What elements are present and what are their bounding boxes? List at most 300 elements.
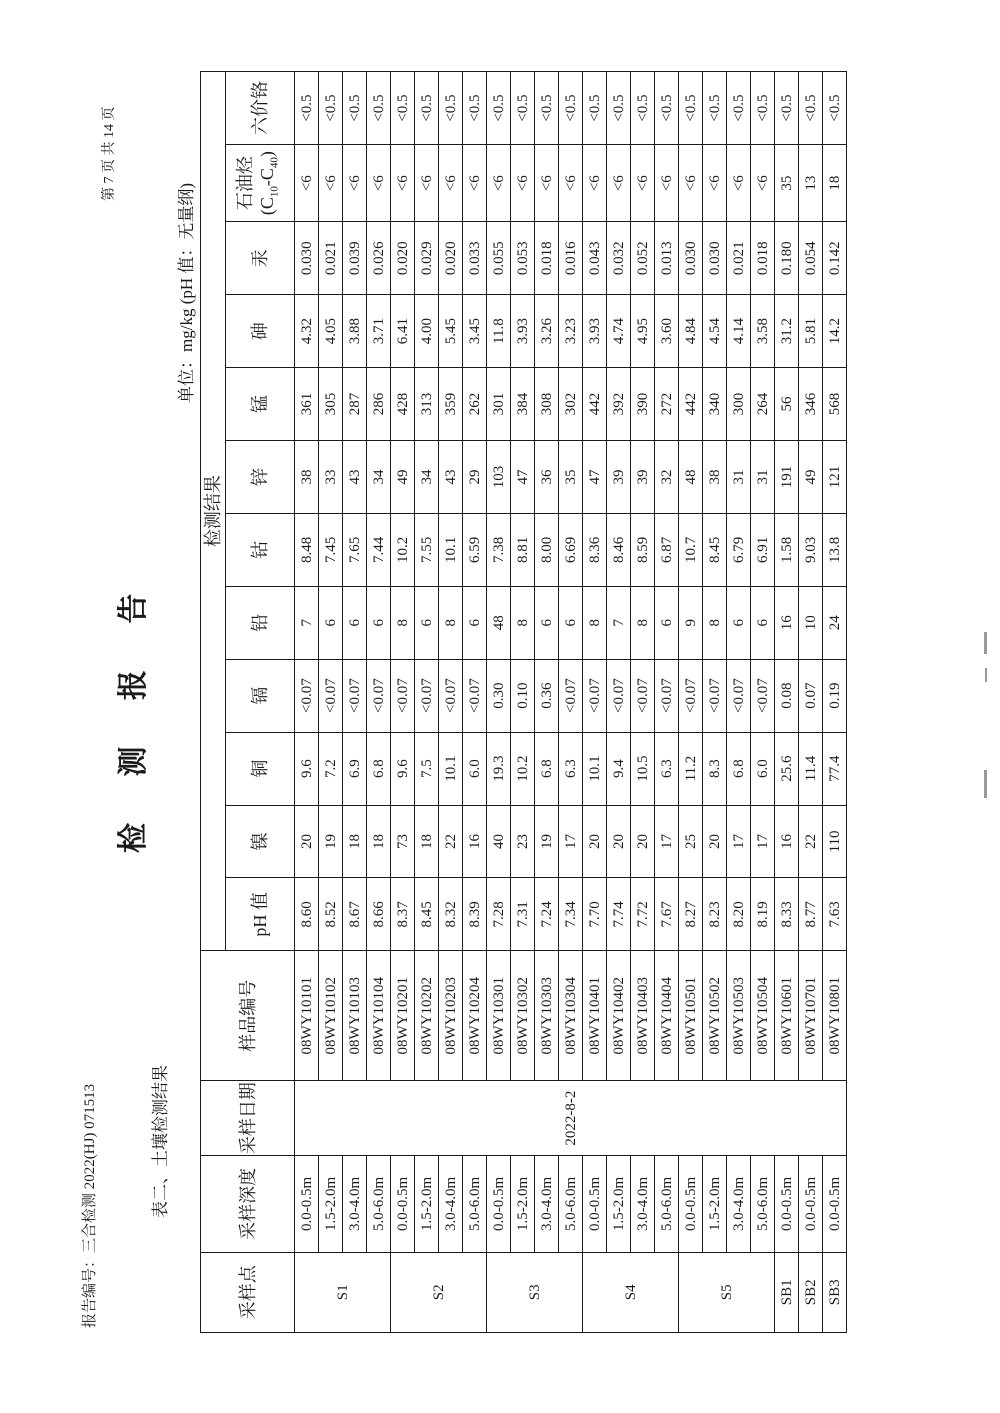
- result-value: 6: [559, 586, 583, 659]
- result-value: <0.5: [511, 72, 535, 145]
- result-value: <6: [559, 145, 583, 222]
- header-petroleum: 石油烃 $(C_{10}-C_{40})$: [226, 145, 295, 222]
- result-value: 43: [343, 440, 367, 513]
- header-param: 汞: [226, 222, 295, 295]
- result-value: <0.07: [583, 659, 607, 732]
- result-value: <0.07: [727, 659, 751, 732]
- sample-id: 08WY10801: [823, 951, 847, 1081]
- result-value: <0.5: [751, 72, 775, 145]
- result-value: 4.95: [631, 295, 655, 368]
- sample-id: 08WY10302: [511, 951, 535, 1081]
- result-value: <6: [751, 145, 775, 222]
- site-name: S4: [583, 1252, 679, 1332]
- result-value: 4.14: [727, 295, 751, 368]
- result-value: 16: [775, 586, 799, 659]
- sample-depth: 0.0-0.5m: [391, 1156, 415, 1252]
- result-value: <0.5: [439, 72, 463, 145]
- result-value: <0.5: [319, 72, 343, 145]
- result-value: 7.67: [655, 878, 679, 951]
- result-value: <6: [391, 145, 415, 222]
- result-value: <0.07: [439, 659, 463, 732]
- result-value: 0.053: [511, 222, 535, 295]
- result-value: 6.8: [535, 732, 559, 805]
- result-value: 0.043: [583, 222, 607, 295]
- result-value: 29: [463, 440, 487, 513]
- result-value: 35: [559, 440, 583, 513]
- result-value: 1.58: [775, 513, 799, 586]
- result-value: <0.07: [343, 659, 367, 732]
- result-value: 0.07: [799, 659, 823, 732]
- result-value: 34: [367, 440, 391, 513]
- result-value: 7.70: [583, 878, 607, 951]
- result-value: 384: [511, 368, 535, 441]
- result-value: 34: [415, 440, 439, 513]
- result-value: 8: [583, 586, 607, 659]
- result-value: <6: [535, 145, 559, 222]
- result-value: 286: [367, 368, 391, 441]
- result-value: 272: [655, 368, 679, 441]
- document-title: 检 测 报 告: [116, 575, 151, 853]
- scan-artifact: [985, 668, 987, 682]
- result-value: <0.5: [343, 72, 367, 145]
- result-value: 8.66: [367, 878, 391, 951]
- sample-depth: 1.5-2.0m: [607, 1156, 631, 1252]
- result-value: 0.029: [415, 222, 439, 295]
- result-value: 39: [631, 440, 655, 513]
- result-value: 0.052: [631, 222, 655, 295]
- result-value: <6: [463, 145, 487, 222]
- sample-id: 08WY10204: [463, 951, 487, 1081]
- result-value: 6.8: [727, 732, 751, 805]
- result-value: <6: [487, 145, 511, 222]
- sample-depth: 0.0-0.5m: [487, 1156, 511, 1252]
- sample-depth: 0.0-0.5m: [799, 1156, 823, 1252]
- result-value: 7.74: [607, 878, 631, 951]
- sample-depth: 1.5-2.0m: [511, 1156, 535, 1252]
- result-value: 25.6: [775, 732, 799, 805]
- result-value: 7: [607, 586, 631, 659]
- site-name: S3: [487, 1252, 583, 1332]
- result-value: 13.8: [823, 513, 847, 586]
- result-value: 8.46: [607, 513, 631, 586]
- result-value: 13: [799, 145, 823, 222]
- result-value: 442: [583, 368, 607, 441]
- result-value: <6: [583, 145, 607, 222]
- result-value: 7.2: [319, 732, 343, 805]
- result-value: <6: [343, 145, 367, 222]
- result-value: 3.60: [655, 295, 679, 368]
- result-value: 346: [799, 368, 823, 441]
- result-value: 390: [631, 368, 655, 441]
- result-value: 8: [439, 586, 463, 659]
- sample-depth: 3.0-4.0m: [439, 1156, 463, 1252]
- sample-id: 08WY10504: [751, 951, 775, 1081]
- result-value: 8.45: [703, 513, 727, 586]
- result-value: 8.33: [775, 878, 799, 951]
- header-param: 铜: [226, 732, 295, 805]
- scan-artifact: [984, 770, 987, 798]
- header-sample-id: 样品编号: [201, 951, 295, 1081]
- result-value: 8.32: [439, 878, 463, 951]
- sample-id: 08WY10102: [319, 951, 343, 1081]
- result-value: 4.05: [319, 295, 343, 368]
- result-value: <6: [607, 145, 631, 222]
- sample-id: 08WY10301: [487, 951, 511, 1081]
- result-value: 20: [631, 805, 655, 878]
- result-value: <0.5: [703, 72, 727, 145]
- result-value: 7: [295, 586, 319, 659]
- sample-id: 08WY10303: [535, 951, 559, 1081]
- sample-id: 08WY10502: [703, 951, 727, 1081]
- result-value: <0.07: [391, 659, 415, 732]
- result-value: 33: [319, 440, 343, 513]
- result-value: 191: [775, 440, 799, 513]
- result-value: 5.81: [799, 295, 823, 368]
- result-value: 16: [775, 805, 799, 878]
- result-value: 22: [439, 805, 463, 878]
- result-value: 3.88: [343, 295, 367, 368]
- result-value: 73: [391, 805, 415, 878]
- result-value: <6: [655, 145, 679, 222]
- result-value: 9: [679, 586, 703, 659]
- result-value: 8.23: [703, 878, 727, 951]
- result-value: 10.2: [511, 732, 535, 805]
- result-value: <0.5: [415, 72, 439, 145]
- site-name: S2: [391, 1252, 487, 1332]
- result-value: <0.07: [751, 659, 775, 732]
- result-value: 3.23: [559, 295, 583, 368]
- sample-depth: 1.5-2.0m: [415, 1156, 439, 1252]
- result-value: 6: [319, 586, 343, 659]
- header-param: 砷: [226, 295, 295, 368]
- result-value: 4.84: [679, 295, 703, 368]
- result-value: 8: [631, 586, 655, 659]
- result-value: 0.018: [751, 222, 775, 295]
- sample-id: 08WY10203: [439, 951, 463, 1081]
- sample-depth: 1.5-2.0m: [319, 1156, 343, 1252]
- result-value: <0.5: [559, 72, 583, 145]
- result-value: 9.6: [391, 732, 415, 805]
- result-value: <0.07: [607, 659, 631, 732]
- result-value: 6.69: [559, 513, 583, 586]
- result-value: 6.41: [391, 295, 415, 368]
- result-value: 40: [487, 805, 511, 878]
- result-value: 8.48: [295, 513, 319, 586]
- result-value: <0.5: [535, 72, 559, 145]
- result-value: 10: [799, 586, 823, 659]
- result-value: 3.93: [511, 295, 535, 368]
- result-value: 8.77: [799, 878, 823, 951]
- result-value: 5.45: [439, 295, 463, 368]
- result-value: <0.5: [727, 72, 751, 145]
- result-value: 3.58: [751, 295, 775, 368]
- result-value: 6.87: [655, 513, 679, 586]
- result-value: <6: [439, 145, 463, 222]
- result-value: <0.5: [391, 72, 415, 145]
- sample-depth: 1.5-2.0m: [703, 1156, 727, 1252]
- result-value: 4.74: [607, 295, 631, 368]
- result-value: 8.81: [511, 513, 535, 586]
- result-value: 48: [487, 586, 511, 659]
- result-value: 35: [775, 145, 799, 222]
- result-value: 8.59: [631, 513, 655, 586]
- result-value: <0.5: [775, 72, 799, 145]
- result-value: <0.5: [823, 72, 847, 145]
- result-value: 10.7: [679, 513, 703, 586]
- result-value: 0.026: [367, 222, 391, 295]
- result-value: 36: [535, 440, 559, 513]
- result-value: 6.8: [367, 732, 391, 805]
- result-value: 20: [583, 805, 607, 878]
- result-value: 7.38: [487, 513, 511, 586]
- header-param: 镉: [226, 659, 295, 732]
- header-param: pH 值: [226, 878, 295, 951]
- result-value: 262: [463, 368, 487, 441]
- result-value: 11.8: [487, 295, 511, 368]
- result-value: 7.5: [415, 732, 439, 805]
- result-value: 305: [319, 368, 343, 441]
- result-value: 4.54: [703, 295, 727, 368]
- result-value: 6: [751, 586, 775, 659]
- result-value: 7.24: [535, 878, 559, 951]
- result-value: 17: [559, 805, 583, 878]
- result-value: 0.013: [655, 222, 679, 295]
- result-value: <0.07: [463, 659, 487, 732]
- result-value: 18: [823, 145, 847, 222]
- result-value: 6: [367, 586, 391, 659]
- result-value: 3.45: [463, 295, 487, 368]
- result-value: <0.07: [703, 659, 727, 732]
- result-value: 0.36: [535, 659, 559, 732]
- sample-id: 08WY10401: [583, 951, 607, 1081]
- result-value: 7.55: [415, 513, 439, 586]
- result-value: 43: [439, 440, 463, 513]
- sample-id: 08WY10601: [775, 951, 799, 1081]
- result-value: 10.1: [439, 732, 463, 805]
- sample-id: 08WY10201: [391, 951, 415, 1081]
- sample-id: 08WY10304: [559, 951, 583, 1081]
- result-value: 11.4: [799, 732, 823, 805]
- result-value: 7.44: [367, 513, 391, 586]
- result-value: 6: [655, 586, 679, 659]
- result-value: <0.07: [295, 659, 319, 732]
- result-value: 287: [343, 368, 367, 441]
- result-value: 0.033: [463, 222, 487, 295]
- header-param: 锰: [226, 368, 295, 441]
- result-value: 8.52: [319, 878, 343, 951]
- result-value: <0.5: [295, 72, 319, 145]
- sample-id: 08WY10403: [631, 951, 655, 1081]
- sample-depth: 0.0-0.5m: [583, 1156, 607, 1252]
- result-value: 6.0: [751, 732, 775, 805]
- result-value: 0.039: [343, 222, 367, 295]
- result-value: 3.71: [367, 295, 391, 368]
- result-value: 6: [727, 586, 751, 659]
- result-value: <6: [511, 145, 535, 222]
- result-value: 302: [559, 368, 583, 441]
- result-value: <0.5: [487, 72, 511, 145]
- result-value: 19: [319, 805, 343, 878]
- header-param: 锌: [226, 440, 295, 513]
- header-param: 铅: [226, 586, 295, 659]
- result-value: 6.3: [559, 732, 583, 805]
- result-value: <0.07: [367, 659, 391, 732]
- result-value: 7.34: [559, 878, 583, 951]
- sample-id: 08WY10402: [607, 951, 631, 1081]
- result-value: 0.020: [439, 222, 463, 295]
- result-value: 8.60: [295, 878, 319, 951]
- sample-depth: 0.0-0.5m: [679, 1156, 703, 1252]
- sample-id: 08WY10701: [799, 951, 823, 1081]
- sample-depth: 5.0-6.0m: [655, 1156, 679, 1252]
- result-value: 20: [607, 805, 631, 878]
- result-value: 0.19: [823, 659, 847, 732]
- result-value: 10.2: [391, 513, 415, 586]
- result-value: 313: [415, 368, 439, 441]
- sample-id: 08WY10104: [367, 951, 391, 1081]
- result-value: 7.65: [343, 513, 367, 586]
- result-value: 14.2: [823, 295, 847, 368]
- result-value: 121: [823, 440, 847, 513]
- result-value: 6.91: [751, 513, 775, 586]
- sample-id: 08WY10501: [679, 951, 703, 1081]
- result-value: 359: [439, 368, 463, 441]
- result-value: 47: [511, 440, 535, 513]
- result-value: <0.07: [319, 659, 343, 732]
- header-results-group: 检测结果: [201, 72, 226, 951]
- site-name: SB3: [823, 1252, 847, 1332]
- result-value: 3.93: [583, 295, 607, 368]
- result-value: 20: [703, 805, 727, 878]
- result-value: <0.5: [631, 72, 655, 145]
- sample-depth: 3.0-4.0m: [631, 1156, 655, 1252]
- result-value: 38: [295, 440, 319, 513]
- result-value: 38: [703, 440, 727, 513]
- table-caption: 表二、土壤检测结果: [151, 1065, 170, 1218]
- result-value: 32: [655, 440, 679, 513]
- result-value: 308: [535, 368, 559, 441]
- result-value: 0.016: [559, 222, 583, 295]
- result-value: 3.26: [535, 295, 559, 368]
- result-value: 8.45: [415, 878, 439, 951]
- result-value: 49: [391, 440, 415, 513]
- header-date: 采样日期: [201, 1081, 295, 1156]
- sample-depth: 3.0-4.0m: [727, 1156, 751, 1252]
- result-value: 49: [799, 440, 823, 513]
- result-value: 6: [343, 586, 367, 659]
- result-value: 0.30: [487, 659, 511, 732]
- result-value: <6: [415, 145, 439, 222]
- scan-artifact: [984, 632, 987, 654]
- result-value: 8.27: [679, 878, 703, 951]
- sample-id: 08WY10202: [415, 951, 439, 1081]
- result-value: 8.37: [391, 878, 415, 951]
- result-value: 7.72: [631, 878, 655, 951]
- soil-results-table: [200, 71, 847, 1333]
- result-value: 0.142: [823, 222, 847, 295]
- sample-depth: 5.0-6.0m: [463, 1156, 487, 1252]
- result-value: 9.4: [607, 732, 631, 805]
- result-value: 110: [823, 805, 847, 878]
- result-value: 6: [535, 586, 559, 659]
- page-number: 第 7 页 共 14 页: [102, 106, 117, 201]
- result-value: 568: [823, 368, 847, 441]
- result-value: <0.5: [799, 72, 823, 145]
- result-value: 16: [463, 805, 487, 878]
- result-value: <6: [727, 145, 751, 222]
- result-value: 8.19: [751, 878, 775, 951]
- header-param: 钴: [226, 513, 295, 586]
- result-value: 6.0: [463, 732, 487, 805]
- result-value: 0.018: [535, 222, 559, 295]
- result-value: 0.030: [295, 222, 319, 295]
- result-value: 300: [727, 368, 751, 441]
- result-value: 264: [751, 368, 775, 441]
- result-value: 22: [799, 805, 823, 878]
- result-value: 6.59: [463, 513, 487, 586]
- result-value: 18: [415, 805, 439, 878]
- sample-id: 08WY10101: [295, 951, 319, 1081]
- result-value: 340: [703, 368, 727, 441]
- site-name: S5: [679, 1252, 775, 1332]
- result-value: 31: [727, 440, 751, 513]
- result-value: 8.67: [343, 878, 367, 951]
- result-value: 8: [391, 586, 415, 659]
- result-value: 428: [391, 368, 415, 441]
- result-value: 10.5: [631, 732, 655, 805]
- result-value: 56: [775, 368, 799, 441]
- result-value: 47: [583, 440, 607, 513]
- result-value: 0.021: [319, 222, 343, 295]
- result-value: 20: [295, 805, 319, 878]
- result-value: 0.08: [775, 659, 799, 732]
- site-name: S1: [295, 1252, 391, 1332]
- result-value: 0.030: [703, 222, 727, 295]
- result-value: <0.5: [607, 72, 631, 145]
- result-value: <0.5: [463, 72, 487, 145]
- result-value: 103: [487, 440, 511, 513]
- sample-depth: 0.0-0.5m: [295, 1156, 319, 1252]
- result-value: 6.9: [343, 732, 367, 805]
- result-value: 301: [487, 368, 511, 441]
- result-value: <0.5: [655, 72, 679, 145]
- result-value: <0.5: [367, 72, 391, 145]
- result-value: <0.07: [631, 659, 655, 732]
- result-value: 23: [511, 805, 535, 878]
- result-value: 4.00: [415, 295, 439, 368]
- result-value: 25: [679, 805, 703, 878]
- result-value: <0.5: [583, 72, 607, 145]
- result-value: 10.1: [439, 513, 463, 586]
- result-value: <6: [295, 145, 319, 222]
- header-chromium: 六价铬: [226, 72, 295, 145]
- result-value: <0.07: [559, 659, 583, 732]
- result-value: 31.2: [775, 295, 799, 368]
- result-value: <0.07: [415, 659, 439, 732]
- result-value: 19: [535, 805, 559, 878]
- result-value: <6: [679, 145, 703, 222]
- result-value: 9.6: [295, 732, 319, 805]
- result-value: 18: [367, 805, 391, 878]
- result-value: 0.020: [391, 222, 415, 295]
- sample-id: 08WY10503: [727, 951, 751, 1081]
- sample-depth: 5.0-6.0m: [751, 1156, 775, 1252]
- result-value: <6: [367, 145, 391, 222]
- result-value: 8.20: [727, 878, 751, 951]
- header-param: 镍: [226, 805, 295, 878]
- result-value: 4.32: [295, 295, 319, 368]
- result-value: 8.00: [535, 513, 559, 586]
